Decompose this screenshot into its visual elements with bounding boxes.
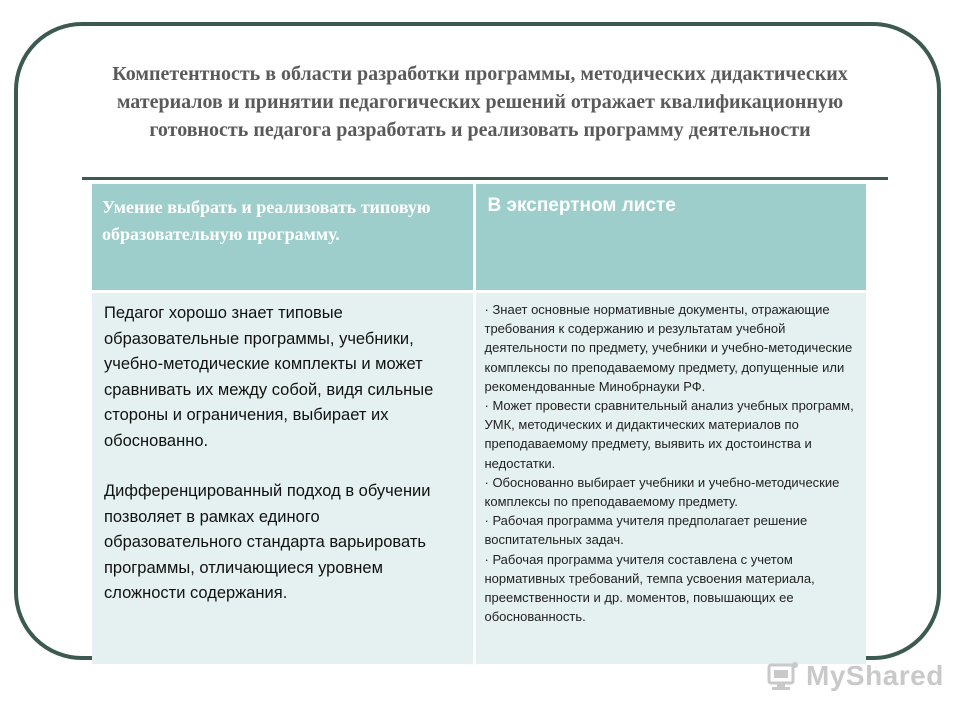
title-divider	[82, 177, 888, 180]
skill-paragraph: Педагог хорошо знает типовые образовательные программы, учебники, учебно-методические комплекты и может сравнивать их между собой, видя сильные стороны и ограничения, выбирает их обоснованно.	[104, 304, 434, 450]
criteria-item: · Знает основные нормативные документы, отражающие требования к содержанию и результатам учебной деятельности по предмету, учебники и учебно-методические комплексы по преподаваемому предмету, допущенные или рекомендованные Минобрнауки РФ.	[484, 302, 853, 394]
skill-description	[92, 292, 474, 665]
watermark-text: MyShared	[806, 660, 944, 691]
criteria-item: · Обоснованно выбирает учебники и учебно-методические комплексы по преподаваемому предмету.	[484, 474, 840, 510]
myshared-logo-icon	[766, 659, 800, 693]
criteria-item: · Рабочая программа учителя предполагает решение воспитательных задач.	[484, 513, 808, 548]
criteria-item: · Рабочая программа учителя составлена с учетом нормативных требований, темпа усвоения материала, преемственности и др. моментов, повышающих ее обоснованность.	[484, 551, 815, 625]
table-header-row	[92, 184, 866, 292]
competency-table	[92, 184, 866, 664]
table-body-row	[92, 292, 866, 665]
header-skill: Умение выбрать и реализовать типовую образовательную программу.	[92, 184, 474, 292]
expert-criteria	[474, 292, 866, 665]
slide-title: Компетентность в области разработки программы, методических дидактических материалов и принятии педагогических решений отражает квалификационную готовность педагога разработать и реализовать программу деятельности	[112, 63, 848, 141]
criteria-item: · Может провести сравнительный анализ учебных программ, УМК, методических и дидактических материалов по преподаваемому предмету, выявить их достоинства и недостатки.	[484, 398, 854, 471]
skill-paragraph: Дифференцированный подход в обучении позволяет в рамках единого образовательного стандарта варьировать программы, отличающиеся уровнем сложности содержания.	[104, 482, 431, 602]
watermark	[766, 656, 956, 696]
header-expert-sheet: В экспертном листе	[474, 184, 866, 292]
